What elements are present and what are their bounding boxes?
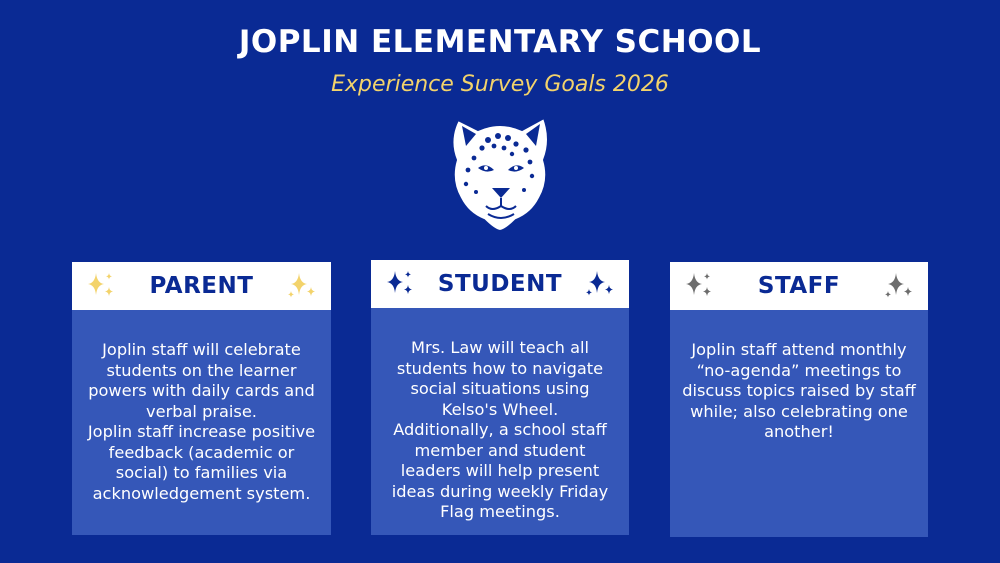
staff-card-header xyxy=(670,262,928,310)
sparkle-icon xyxy=(882,269,916,303)
parent-card-header xyxy=(72,262,331,310)
card-title: STAFF xyxy=(757,273,841,299)
page-subtitle: Experience Survey Goals 2026 xyxy=(331,72,669,97)
page-title: JOPLIN ELEMENTARY SCHOOL xyxy=(238,24,762,60)
parent-card xyxy=(72,262,331,535)
card-body-text: Joplin staff attend monthly “no-agenda” meetings to discuss topics raised by staff while; also celebrating one another! xyxy=(670,310,928,537)
card-title: PARENT xyxy=(149,273,254,299)
card-body-text: Mrs. Law will teach all students how to navigate social situations using Kelso's Wheel. Additionally, a school staff member and student leaders will help present ideas during weekly Friday Flag meetings. xyxy=(371,308,629,535)
card-body-text: Joplin staff will celebrate students on the learner powers with daily cards and verbal praise. Joplin staff increase positive feedback (academic or social) to families via acknowledgement system. xyxy=(72,310,331,535)
staff-card xyxy=(670,262,928,537)
sparkle-icon xyxy=(285,269,319,303)
jaguar-mascot-icon xyxy=(440,110,560,232)
sparkle-icon xyxy=(583,267,617,301)
sparkle-icon xyxy=(682,269,716,303)
student-card-header xyxy=(371,260,629,308)
card-title: STUDENT xyxy=(437,271,563,297)
student-card xyxy=(371,260,629,535)
sparkle-icon xyxy=(383,267,417,301)
sparkle-icon xyxy=(84,269,118,303)
